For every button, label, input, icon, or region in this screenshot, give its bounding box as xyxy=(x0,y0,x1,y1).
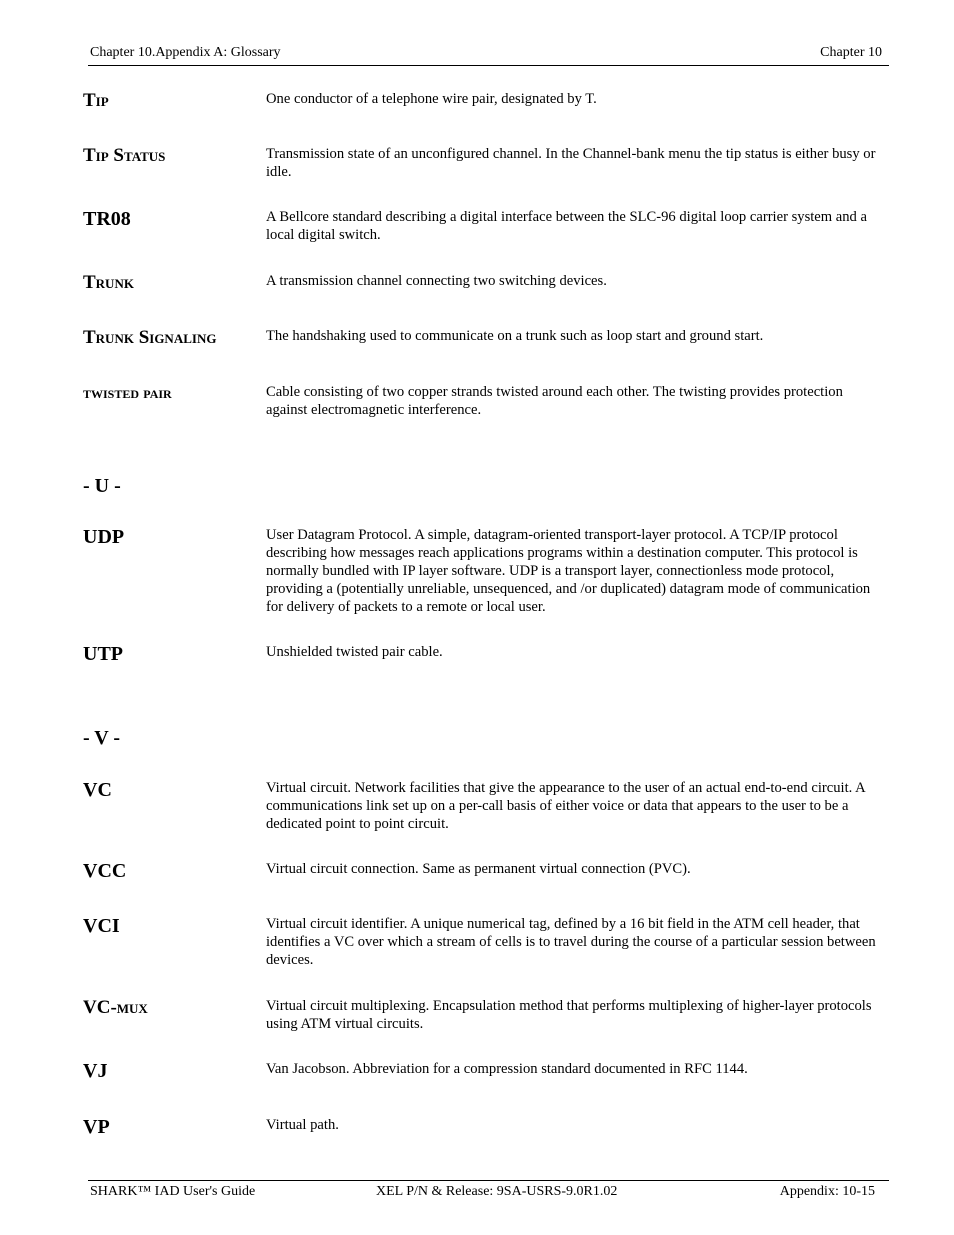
section-heading-v: - V - xyxy=(83,727,121,749)
glossary-definition: Cable consisting of two copper strands twisted around each other. The twisting provides protection against electromagnetic interference. xyxy=(266,384,843,418)
footer-page-number: Appendix: 10-15 xyxy=(779,1184,875,1199)
glossary-term: Trunk xyxy=(83,272,134,293)
glossary-term: TR08 xyxy=(83,208,131,230)
glossary-term: VCI xyxy=(83,915,120,937)
glossary-term: UDP xyxy=(83,526,125,548)
glossary-term: VCC xyxy=(83,860,127,882)
section-heading-u: - U - xyxy=(83,475,121,497)
glossary-definition: A transmission channel connecting two switching devices. xyxy=(266,273,607,289)
glossary-term: Tip Status xyxy=(83,145,166,166)
glossary-definition: Unshielded twisted pair cable. xyxy=(266,644,443,660)
glossary-definition: Van Jacobson. Abbreviation for a compression standard documented in RFC 1144. xyxy=(266,1061,748,1077)
glossary-definition: Virtual path. xyxy=(266,1117,339,1133)
glossary-definition: Virtual circuit connection. Same as permanent virtual connection (PVC). xyxy=(266,861,691,877)
glossary-term: VC xyxy=(83,779,112,801)
glossary-term: VJ xyxy=(83,1060,108,1082)
glossary-definition: Transmission state of an unconfigured channel. In the Channel-bank menu the tip status is either busy or idle. xyxy=(266,146,876,180)
glossary-definition: The handshaking used to communicate on a trunk such as loop start and ground start. xyxy=(266,328,764,344)
header-chapter-number: Chapter 10 xyxy=(820,45,882,60)
footer-release: XEL P/N & Release: 9SA-USRS-9.0R1.02 xyxy=(376,1184,618,1199)
glossary-term: VP xyxy=(83,1116,110,1138)
glossary-definition: User Datagram Protocol. A simple, datagram-oriented transport-layer protocol. A TCP/IP protocol describing how messages reach applications programs within a destination computer. This protocol is normally bundled with IP layer software. UDP is a transport layer, connectionless mode protocol, providing a (potentially unreliable, unsequenced, and /or duplicated) datagram mode of communication for delivery of packets to a remote or local user. xyxy=(266,527,871,615)
footer-guide-title: SHARK™ IAD User's Guide xyxy=(90,1184,256,1199)
glossary-term: UTP xyxy=(83,643,123,665)
glossary-definition: One conductor of a telephone wire pair, designated by T. xyxy=(266,91,597,107)
glossary-definition: Virtual circuit multiplexing. Encapsulation method that performs multiplexing of higher-layer protocols using ATM virtual circuits. xyxy=(266,998,872,1032)
header-chapter-title: Chapter 10.Appendix A: Glossary xyxy=(90,45,281,60)
glossary-definition: Virtual circuit identifier. A unique numerical tag, defined by a 16 bit field in the ATM cell header, that identifies a VC over which a stream of cells is to travel during the course of a particular session between devices. xyxy=(266,916,876,968)
glossary-definition: A Bellcore standard describing a digital interface between the SLC-96 digital loop carrier system and a local digital switch. xyxy=(266,209,867,243)
page-header xyxy=(88,45,889,66)
page-footer xyxy=(88,1180,889,1205)
glossary-term: twisted pair xyxy=(83,383,172,402)
glossary-term: VC-mux xyxy=(83,997,148,1018)
glossary-definition: Virtual circuit. Network facilities that give the appearance to the user of an actual end-to-end circuit. A communications link set up on a per-call basis of either voice or data that appears to the user to be a dedicated point to point circuit. xyxy=(266,780,865,832)
glossary-term: Trunk Signaling xyxy=(83,327,217,348)
glossary-term: Tip xyxy=(83,90,109,111)
